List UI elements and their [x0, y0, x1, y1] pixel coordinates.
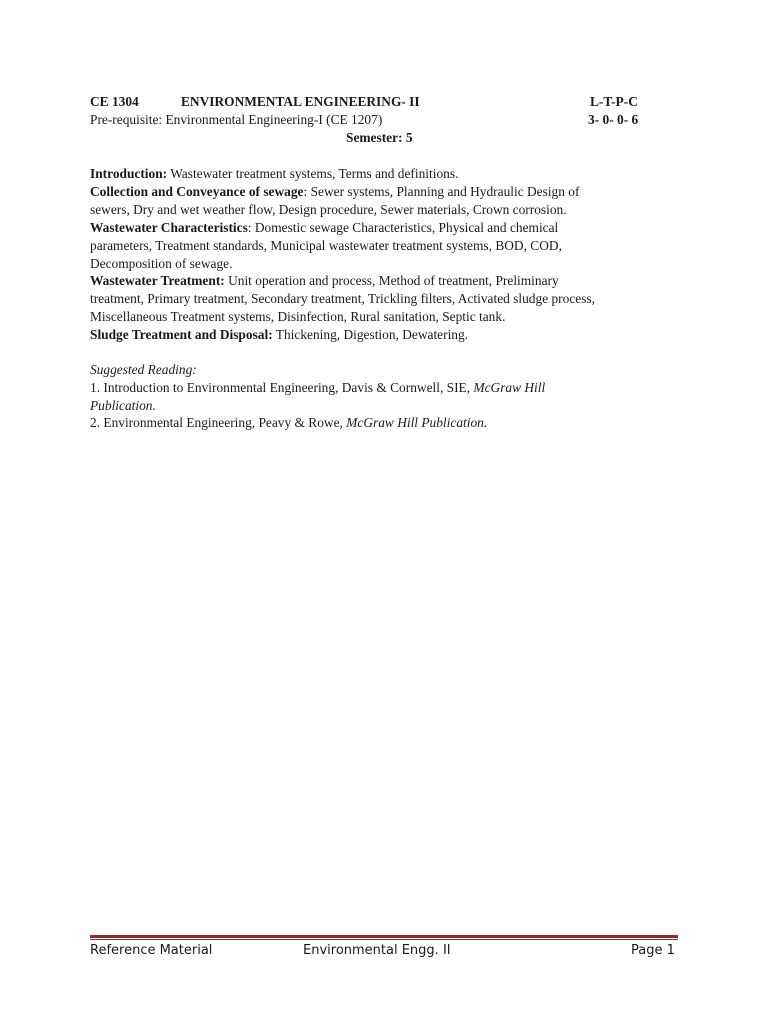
section-text-line: Decomposition of sewage. — [90, 256, 233, 271]
footer-rule-thin — [90, 939, 678, 940]
section-characteristics — [90, 219, 558, 237]
section-heading: Wastewater Characteristics — [90, 220, 248, 235]
reading-publisher: McGraw Hill — [473, 380, 546, 395]
footer-left: Reference Material — [90, 943, 213, 958]
reading-item-2 — [90, 414, 487, 432]
section-heading: Wastewater Treatment: — [90, 273, 225, 288]
reading-text: 1. Introduction to Environmental Engineering, Davis & Cornwell, SIE, — [90, 380, 474, 395]
section-text: : Domestic sewage Characteristics, Physical and chemical — [247, 220, 559, 235]
section-text-line: Miscellaneous Treatment systems, Disinfection, Rural sanitation, Septic tank. — [90, 309, 506, 324]
prerequisite-text: Pre-requisite: Environmental Engineering-I (CE 1207) — [90, 112, 383, 127]
section-text: Wastewater treatment systems, Terms and definitions. — [167, 166, 459, 181]
section-text: : Sewer systems, Planning and Hydraulic Design of — [303, 184, 580, 199]
section-heading: Sludge Treatment and Disposal: — [90, 327, 273, 342]
section-text-line: parameters, Treatment standards, Municipal wastewater treatment systems, BOD, COD, — [90, 238, 562, 253]
suggested-reading-heading: Suggested Reading: — [90, 362, 197, 377]
section-sludge — [90, 326, 468, 344]
reading-item-1 — [90, 379, 545, 397]
section-collection — [90, 183, 579, 201]
section-text-line: sewers, Dry and wet weather flow, Design procedure, Sewer materials, Crown corrosion. — [90, 202, 567, 217]
ltpc-values: 3- 0- 0- 6 — [588, 112, 639, 127]
reading-text: 2. Environmental Engineering, Peavy & Rowe, — [90, 415, 347, 430]
semester-label: Semester: 5 — [346, 130, 413, 145]
section-text: Unit operation and process, Method of treatment, Preliminary — [224, 273, 559, 288]
footer-rule — [90, 935, 678, 938]
footer-center: Environmental Engg. II — [303, 943, 451, 958]
reading-publisher-cont: Publication. — [90, 398, 156, 413]
course-title: ENVIRONMENTAL ENGINEERING- II — [181, 94, 420, 109]
ltpc-label: L-T-P-C — [590, 94, 638, 109]
course-code: CE 1304 — [90, 94, 139, 109]
footer-page-number: Page 1 — [631, 943, 675, 958]
reading-publisher: McGraw Hill Publication. — [346, 415, 488, 430]
section-text-line: treatment, Primary treatment, Secondary treatment, Trickling filters, Activated sludge process, — [90, 291, 595, 306]
section-text: Thickening, Digestion, Dewatering. — [272, 327, 469, 342]
section-heading: Collection and Conveyance of sewage — [90, 184, 304, 199]
section-treatment — [90, 272, 559, 290]
section-introduction — [90, 165, 458, 183]
section-heading: Introduction: — [90, 166, 168, 181]
